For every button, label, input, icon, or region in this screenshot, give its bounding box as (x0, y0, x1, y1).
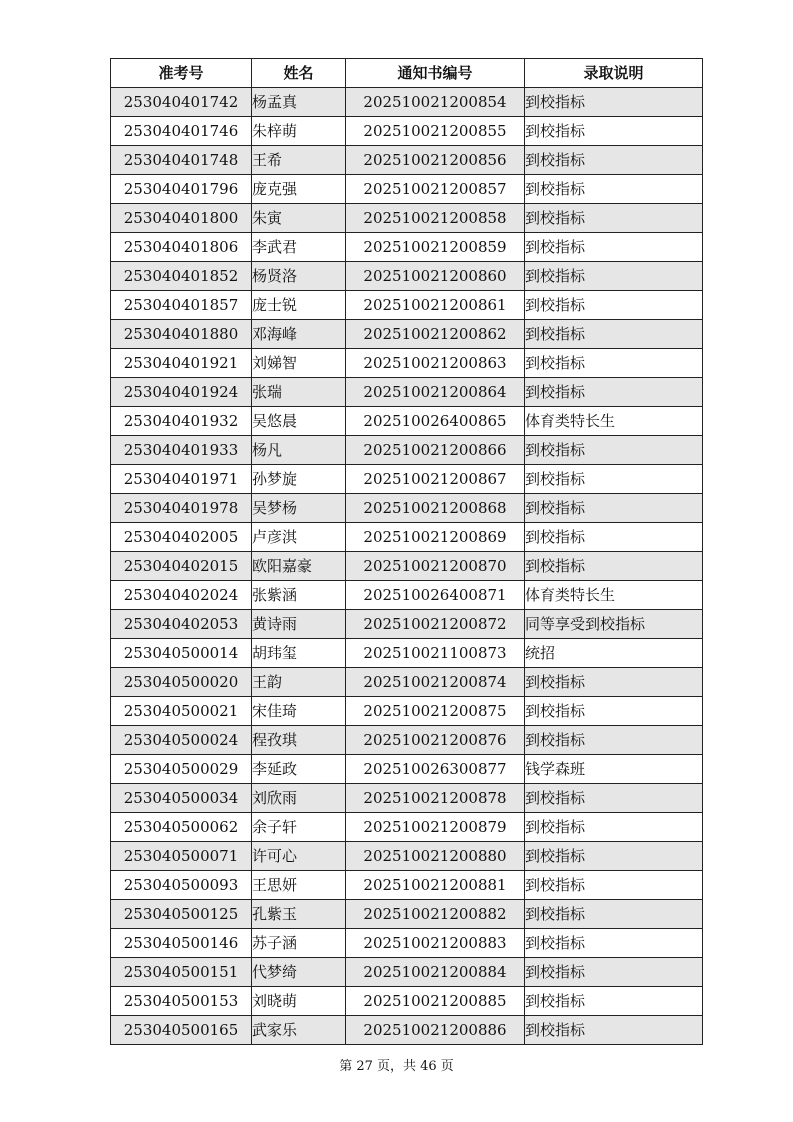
cell-admission-note: 到校指标 (525, 1016, 703, 1045)
cell-name: 张紫涵 (252, 581, 346, 610)
cell-exam-id: 253040500020 (111, 668, 252, 697)
header-notice-number: 通知书编号 (346, 59, 525, 88)
cell-admission-note: 到校指标 (525, 175, 703, 204)
cell-exam-id: 253040402024 (111, 581, 252, 610)
cell-admission-note: 到校指标 (525, 784, 703, 813)
cell-exam-id: 253040401800 (111, 204, 252, 233)
table-row (111, 204, 703, 233)
cell-admission-note: 到校指标 (525, 958, 703, 987)
header-name: 姓名 (252, 59, 346, 88)
cell-notice-number: 202510021200861 (346, 291, 525, 320)
cell-admission-note: 到校指标 (525, 987, 703, 1016)
cell-exam-id: 253040401924 (111, 378, 252, 407)
table-row (111, 436, 703, 465)
table-row (111, 291, 703, 320)
cell-exam-id: 253040500014 (111, 639, 252, 668)
cell-admission-note: 到校指标 (525, 813, 703, 842)
cell-admission-note: 到校指标 (525, 668, 703, 697)
cell-admission-note: 统招 (525, 639, 703, 668)
cell-notice-number: 202510021200856 (346, 146, 525, 175)
cell-exam-id: 253040500125 (111, 900, 252, 929)
cell-notice-number: 202510021200883 (346, 929, 525, 958)
cell-notice-number: 202510021200874 (346, 668, 525, 697)
cell-notice-number: 202510021200867 (346, 465, 525, 494)
cell-notice-number: 202510021200882 (346, 900, 525, 929)
cell-name: 朱寅 (252, 204, 346, 233)
cell-exam-id: 253040500024 (111, 726, 252, 755)
cell-name: 庞士锐 (252, 291, 346, 320)
cell-admission-note: 到校指标 (525, 494, 703, 523)
cell-notice-number: 202510021200884 (346, 958, 525, 987)
cell-admission-note: 同等享受到校指标 (525, 610, 703, 639)
cell-name: 刘欣雨 (252, 784, 346, 813)
table-row (111, 552, 703, 581)
cell-admission-note: 到校指标 (525, 233, 703, 262)
cell-notice-number: 202510021200881 (346, 871, 525, 900)
cell-exam-id: 253040401880 (111, 320, 252, 349)
table-row (111, 88, 703, 117)
cell-exam-id: 253040500146 (111, 929, 252, 958)
cell-name: 李延政 (252, 755, 346, 784)
cell-admission-note: 到校指标 (525, 291, 703, 320)
cell-notice-number: 202510021200857 (346, 175, 525, 204)
cell-exam-id: 253040500029 (111, 755, 252, 784)
cell-notice-number: 202510021200862 (346, 320, 525, 349)
cell-notice-number: 202510021200863 (346, 349, 525, 378)
cell-notice-number: 202510021200864 (346, 378, 525, 407)
cell-name: 李武君 (252, 233, 346, 262)
table-row (111, 639, 703, 668)
cell-exam-id: 253040401933 (111, 436, 252, 465)
cell-admission-note: 到校指标 (525, 88, 703, 117)
table-row (111, 407, 703, 436)
cell-admission-note: 到校指标 (525, 697, 703, 726)
cell-notice-number: 202510021200869 (346, 523, 525, 552)
cell-exam-id: 253040402015 (111, 552, 252, 581)
cell-name: 孔紫玉 (252, 900, 346, 929)
cell-exam-id: 253040500153 (111, 987, 252, 1016)
table-row (111, 175, 703, 204)
page-footer: 第 27 页，共 46 页 (339, 1059, 454, 1074)
cell-exam-id: 253040500071 (111, 842, 252, 871)
cell-name: 胡玮玺 (252, 639, 346, 668)
header-exam-id: 准考号 (111, 59, 252, 88)
table-row (111, 842, 703, 871)
cell-exam-id: 253040402053 (111, 610, 252, 639)
cell-name: 黄诗雨 (252, 610, 346, 639)
cell-exam-id: 253040401978 (111, 494, 252, 523)
cell-admission-note: 到校指标 (525, 349, 703, 378)
cell-exam-id: 253040401852 (111, 262, 252, 291)
cell-admission-note: 到校指标 (525, 929, 703, 958)
cell-exam-id: 253040402005 (111, 523, 252, 552)
table-row (111, 813, 703, 842)
cell-exam-id: 253040500062 (111, 813, 252, 842)
cell-admission-note: 到校指标 (525, 465, 703, 494)
cell-admission-note: 到校指标 (525, 842, 703, 871)
cell-name: 邓海峰 (252, 320, 346, 349)
cell-admission-note: 到校指标 (525, 262, 703, 291)
cell-admission-note: 到校指标 (525, 146, 703, 175)
cell-name: 杨孟真 (252, 88, 346, 117)
cell-exam-id: 253040401748 (111, 146, 252, 175)
cell-name: 王希 (252, 146, 346, 175)
table-row (111, 378, 703, 407)
cell-name: 张瑞 (252, 378, 346, 407)
cell-admission-note: 体育类特长生 (525, 407, 703, 436)
cell-admission-note: 到校指标 (525, 900, 703, 929)
table-row (111, 610, 703, 639)
table-row (111, 784, 703, 813)
cell-admission-note: 到校指标 (525, 117, 703, 146)
cell-name: 余子轩 (252, 813, 346, 842)
cell-exam-id: 253040401921 (111, 349, 252, 378)
cell-notice-number: 202510021200868 (346, 494, 525, 523)
table-row (111, 900, 703, 929)
cell-exam-id: 253040401932 (111, 407, 252, 436)
cell-notice-number: 202510026300877 (346, 755, 525, 784)
cell-admission-note: 到校指标 (525, 552, 703, 581)
cell-name: 朱梓萌 (252, 117, 346, 146)
cell-name: 吴悠晨 (252, 407, 346, 436)
table-row (111, 1016, 703, 1045)
cell-notice-number: 202510021200855 (346, 117, 525, 146)
cell-notice-number: 202510021200854 (346, 88, 525, 117)
table-row (111, 146, 703, 175)
cell-name: 王思妍 (252, 871, 346, 900)
cell-admission-note: 到校指标 (525, 320, 703, 349)
table-row (111, 755, 703, 784)
table-row (111, 726, 703, 755)
cell-admission-note: 到校指标 (525, 436, 703, 465)
cell-name: 卢彦淇 (252, 523, 346, 552)
cell-admission-note: 到校指标 (525, 871, 703, 900)
cell-notice-number: 202510021200878 (346, 784, 525, 813)
cell-name: 宋佳琦 (252, 697, 346, 726)
cell-name: 刘晓萌 (252, 987, 346, 1016)
cell-name: 杨凡 (252, 436, 346, 465)
cell-exam-id: 253040500034 (111, 784, 252, 813)
cell-notice-number: 202510021200886 (346, 1016, 525, 1045)
cell-name: 武家乐 (252, 1016, 346, 1045)
cell-name: 吴梦杨 (252, 494, 346, 523)
cell-notice-number: 202510021100873 (346, 639, 525, 668)
cell-admission-note: 体育类特长生 (525, 581, 703, 610)
cell-admission-note: 钱学森班 (525, 755, 703, 784)
table-row (111, 987, 703, 1016)
table-row (111, 523, 703, 552)
cell-notice-number: 202510021200876 (346, 726, 525, 755)
cell-exam-id: 253040500093 (111, 871, 252, 900)
cell-name: 许可心 (252, 842, 346, 871)
table-row (111, 668, 703, 697)
cell-exam-id: 253040401806 (111, 233, 252, 262)
cell-admission-note: 到校指标 (525, 523, 703, 552)
cell-name: 庞克强 (252, 175, 346, 204)
cell-notice-number: 202510021200879 (346, 813, 525, 842)
cell-exam-id: 253040401796 (111, 175, 252, 204)
cell-admission-note: 到校指标 (525, 378, 703, 407)
cell-notice-number: 202510021200885 (346, 987, 525, 1016)
cell-exam-id: 253040401971 (111, 465, 252, 494)
table-row (111, 320, 703, 349)
cell-exam-id: 253040401857 (111, 291, 252, 320)
table-row (111, 871, 703, 900)
cell-name: 代梦绮 (252, 958, 346, 987)
cell-notice-number: 202510021200872 (346, 610, 525, 639)
cell-exam-id: 253040500165 (111, 1016, 252, 1045)
header-admission-note: 录取说明 (525, 59, 703, 88)
cell-notice-number: 202510026400871 (346, 581, 525, 610)
cell-name: 程孜琪 (252, 726, 346, 755)
cell-name: 孙梦旋 (252, 465, 346, 494)
cell-notice-number: 202510021200858 (346, 204, 525, 233)
cell-notice-number: 202510021200860 (346, 262, 525, 291)
cell-notice-number: 202510021200880 (346, 842, 525, 871)
table-row (111, 697, 703, 726)
cell-admission-note: 到校指标 (525, 726, 703, 755)
cell-exam-id: 253040401746 (111, 117, 252, 146)
table-row (111, 494, 703, 523)
table-row (111, 262, 703, 291)
cell-name: 王韵 (252, 668, 346, 697)
cell-notice-number: 202510021200866 (346, 436, 525, 465)
cell-exam-id: 253040500021 (111, 697, 252, 726)
cell-admission-note: 到校指标 (525, 204, 703, 233)
table-row (111, 349, 703, 378)
table-row (111, 581, 703, 610)
table-body (111, 88, 703, 1045)
table-header-row (111, 59, 703, 88)
cell-name: 刘娣智 (252, 349, 346, 378)
table-row (111, 465, 703, 494)
cell-notice-number: 202510021200859 (346, 233, 525, 262)
cell-exam-id: 253040401742 (111, 88, 252, 117)
admission-table (110, 58, 703, 1045)
table-row (111, 958, 703, 987)
table-row (111, 117, 703, 146)
cell-name: 苏子涵 (252, 929, 346, 958)
cell-notice-number: 202510021200875 (346, 697, 525, 726)
cell-notice-number: 202510021200870 (346, 552, 525, 581)
cell-name: 欧阳嘉豪 (252, 552, 346, 581)
cell-name: 杨贤洛 (252, 262, 346, 291)
cell-notice-number: 202510026400865 (346, 407, 525, 436)
cell-exam-id: 253040500151 (111, 958, 252, 987)
table-row (111, 929, 703, 958)
table-row (111, 233, 703, 262)
